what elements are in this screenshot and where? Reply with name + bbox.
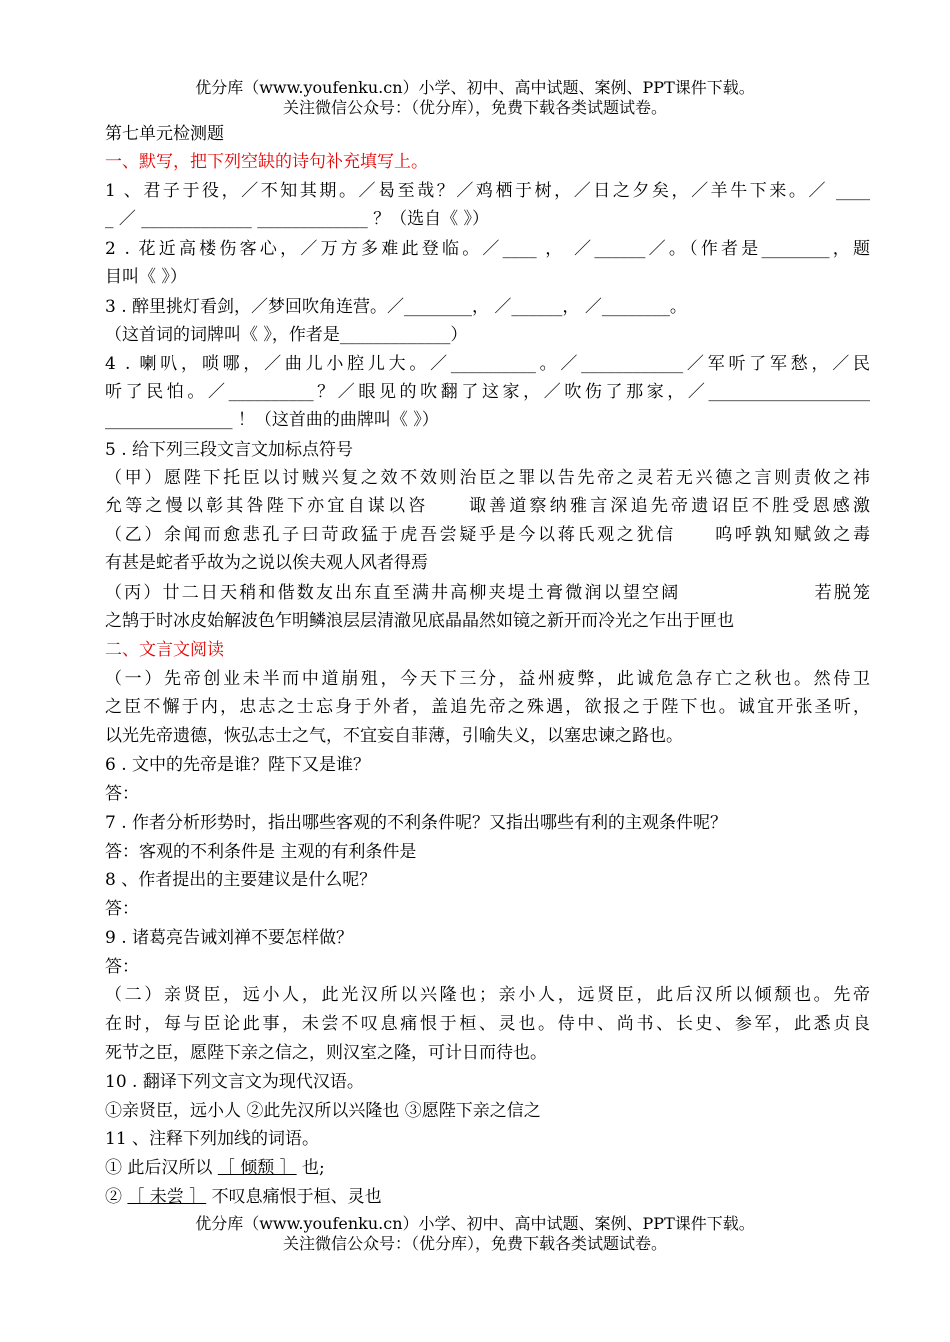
question-11: 11 、注释下列加线的词语。 [105, 1129, 320, 1149]
question-11-item-2 [105, 1183, 870, 1211]
passage-1-line-1: （一）先帝创业未半而中道崩殂，今天下三分，益州疲弊，此诚危急存亡之秋也。然侍卫 [105, 669, 870, 689]
question-5-bing-line-1: （丙）廿二日天稍和偕数友出东直至满井高柳夹堤土膏微润以望空阔 若脱笼 [105, 583, 870, 603]
question-2-line-2: 目叫《 》） [105, 267, 187, 287]
question-5-jia-line-2: 允等之慢以彰其咎陛下亦宜自谋以咨 诹善道察纳雅言深追先帝遗诏臣不胜受恩感激 [105, 496, 870, 516]
passage-2-line-2: 在时，每与臣论此事，未尝不叹息痛恨于桓、灵也。侍中、尚书、长史、参军，此悉贞良 [105, 1014, 870, 1034]
question-9: 9 . 诸葛亮告诫刘禅不要怎样做？ [105, 928, 354, 948]
question-10: 10 . 翻译下列文言文为现代汉语。 [105, 1072, 364, 1092]
question-4-line-1: 4 . 喇叭，唢哪，／曲儿小腔儿大。／__________。／____________／军听了军愁，／民 [105, 354, 870, 374]
question-7: 7 . 作者分析形势时，指出哪些客观的不利条件呢？又指出哪些有利的主观条件呢？ [105, 813, 728, 833]
passage-1-line-3: 以光先帝遗德，恢弘志士之气，不宜妄自菲薄，引喻失义，以塞忠谏之路也。 [105, 726, 683, 746]
question-2-line-1: 2 . 花近高楼伤客心，／万方多难此登临。／____ ， ／______／。（作者是________，题 [105, 239, 870, 259]
header-line-2: 关注微信公众号：（优分库），免费下载各类试题试卷。 [282, 98, 667, 117]
item-2-underlined-word: ［ 未尝 ］ [127, 1187, 207, 1207]
section-2-heading: 二、文言文阅读 [105, 640, 224, 660]
item-2-suffix: 不叹息痛恨于桓、灵也 [211, 1187, 382, 1207]
question-4-line-2: 听了民怕。／__________？／眼见的吹翻了这家，／吹伤了那家，／___________________ [105, 382, 870, 402]
question-11-item-1 [105, 1154, 870, 1182]
question-7-answer: 答：客观的不利条件是 主观的有利条件是 [105, 842, 417, 862]
question-3-line-1: 3 . 醉里挑灯看剑，／梦回吹角连营。／________， ／______， ／________。 [105, 297, 687, 317]
question-10-items: ①亲贤臣，远小人 ②此先汉所以兴隆也 ③愿陛下亲之信之 [105, 1101, 541, 1121]
item-1-underlined-word: ［ 倾颓 ］ [217, 1158, 297, 1178]
passage-1-line-2: 之臣不懈于内，忠志之士忘身于外者，盖追先帝之殊遇，欲报之于陛下也。诚宜开张圣听， [105, 697, 870, 717]
question-5-bing-line-2: 之鹄于时冰皮始解波色乍明鳞浪层层清澈见底晶晶然如镜之新开而冷光之乍出于匣也 [105, 611, 734, 631]
question-5-stem: 5 . 给下列三段文言文加标点符号 [105, 440, 354, 460]
item-2-prefix: ② [105, 1187, 128, 1207]
item-1-prefix: ① 此后汉所以 [105, 1158, 213, 1178]
section-1-heading: 一、默写，把下列空缺的诗句补充填写上。 [105, 152, 428, 172]
question-6-answer: 答： [105, 784, 139, 804]
question-5-jia-line-1: （甲）愿陛下托臣以讨贼兴复之效不效则治臣之罪以告先帝之灵若无兴德之言则责攸之祎 [105, 468, 870, 488]
item-1-suffix: 也; [302, 1158, 325, 1178]
passage-2-line-3: 死节之臣，愿陛下亲之信之，则汉室之隆，可计日而待也。 [105, 1043, 547, 1063]
question-6: 6 . 文中的先帝是谁？陛下又是谁？ [105, 755, 371, 775]
question-8: 8 、作者提出的主要建议是什么呢？ [105, 870, 377, 890]
question-1-line-2: _ ／ _____________ _____________ ？（选自《 》） [105, 209, 490, 229]
footer-line-1: 优分库（www.youfenku.cn）小学、初中、高中试题、案例、PPT课件下载。 [195, 1214, 755, 1233]
header-line-1: 优分库（www.youfenku.cn）小学、初中、高中试题、案例、PPT课件下载。 [195, 78, 755, 97]
footer-line-2: 关注微信公众号：（优分库），免费下载各类试题试卷。 [282, 1234, 667, 1253]
question-3-line-2: （这首词的词牌叫《 》，作者是_____________） [105, 325, 468, 345]
question-4-line-3: _______________ ！（这首曲的曲牌叫《 》） [105, 410, 439, 430]
passage-2-line-1: （二）亲贤臣，远小人，此光汉所以兴隆也；亲小人，远贤臣，此后汉所以倾颓也。先帝 [105, 985, 870, 1005]
question-8-answer: 答： [105, 899, 139, 919]
question-9-answer: 答： [105, 957, 139, 977]
page-title: 第七单元检测题 [105, 124, 224, 144]
question-5-yi-line-1: （乙）余闻而愈悲孔子曰苛政猛于虎吾尝疑乎是今以蒋氏观之犹信 呜呼孰知赋敛之毒 [105, 525, 870, 545]
question-5-yi-line-2: 有甚是蛇者乎故为之说以俟夫观人风者得焉 [105, 553, 428, 573]
question-1-line-1: 1 、君子于役，／不知其期。／曷至哉？／鸡栖于树，／日之夕矣，／羊牛下来。／ ____ [105, 181, 870, 201]
